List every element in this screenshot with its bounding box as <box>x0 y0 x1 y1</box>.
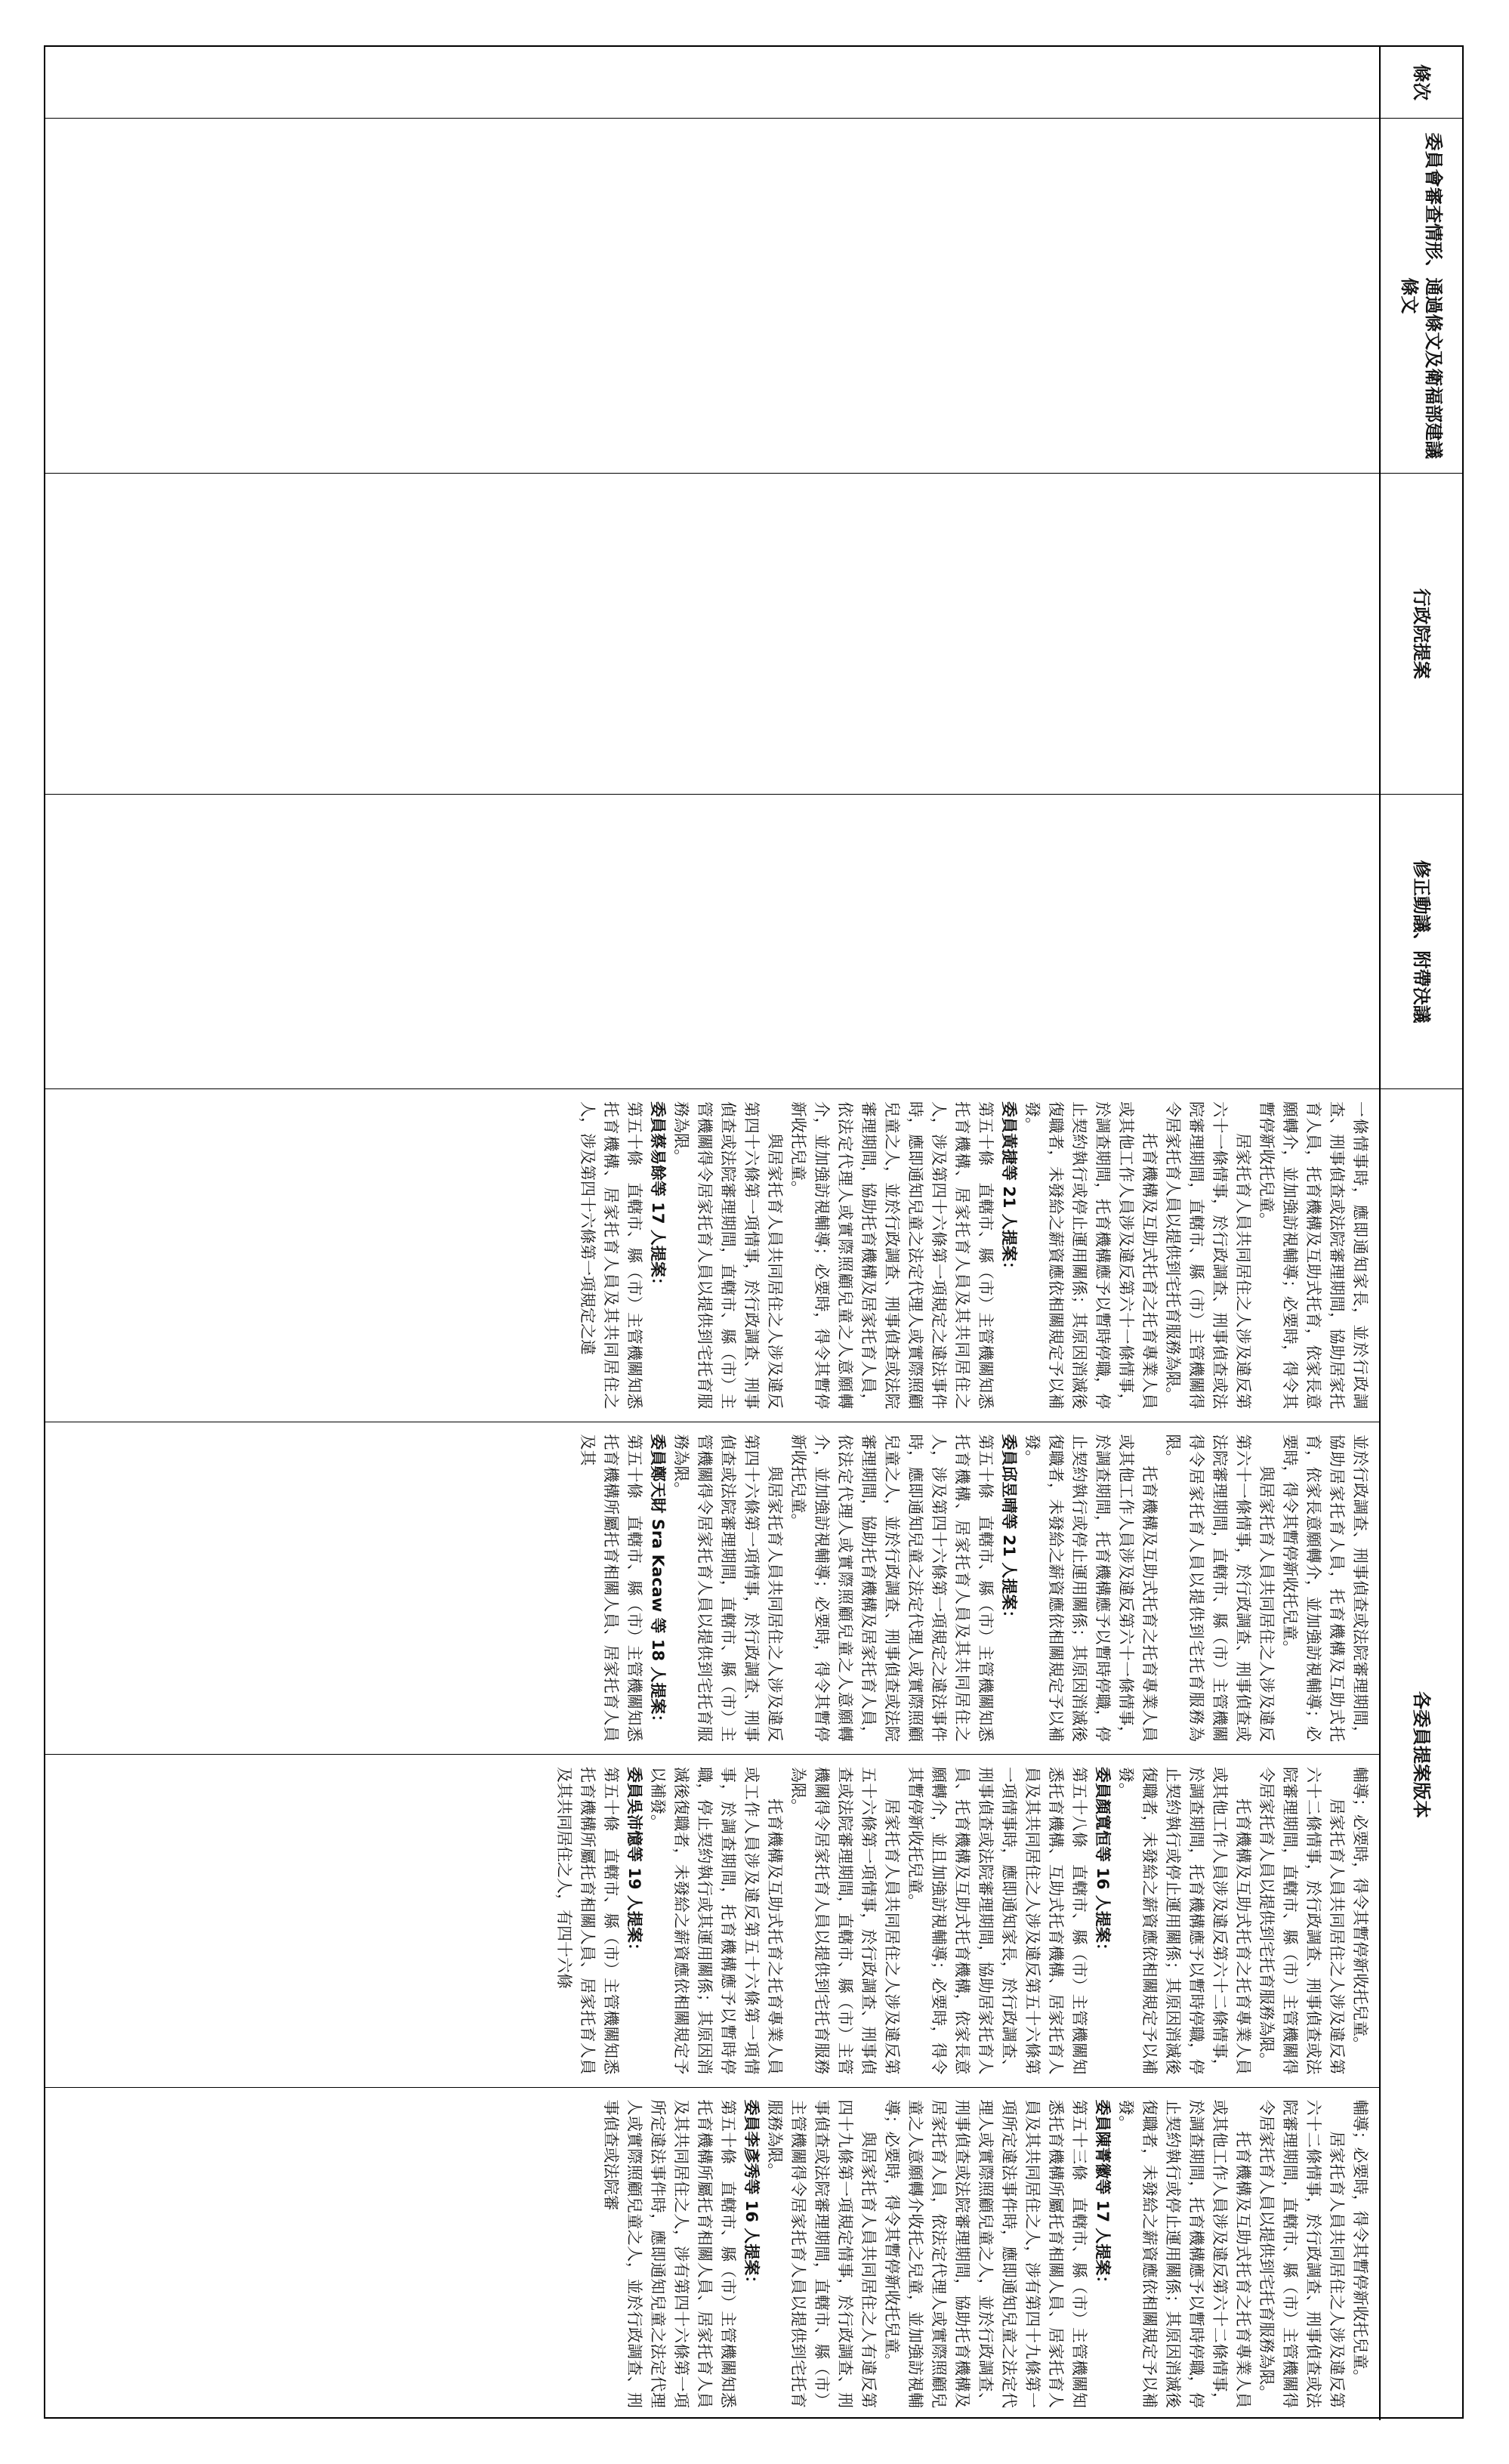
proposal-paragraph: 輔導；必要時，得令其暫停新收托兒童。 <box>1351 2099 1369 2385</box>
proposal-paragraph: 第五十八條 直轄市、縣（市）主管機關知悉托育機構、互助式托育機構、居家托育人員及其共同居住之人涉及違反第五十六條第一項情事時，應即通知家長，於行政調查、刑事偵查或法院審理期間，協助居家托育人員、托育機構及互助式托育機構，依家長意願轉介，並且加強訪視輔導；必要時，得令其暫停新收托兒童。 <box>906 1767 1088 2075</box>
proposal-paragraph: 托育機構及互助式托育之托育專業人員或其他工作人員涉及違反第六十一條情事，於調查期間，托育機構應予以暫時停職，停止契約執行或停止運用關係；其原因消滅後復職者，未發給之薪資應依相關規定予以補發。 <box>1023 1434 1159 1742</box>
comparison-table <box>44 45 1464 2419</box>
proposal-paragraph: 托育機構及互助式托育之托育專業人員或其他工作人員涉及違反第六十一條情事，於調查期間，托育機構應予以暫時停職，停止契約執行或停止運用關係；其原因消滅後復職者，未發給之薪資應依相關規定予以補發。 <box>1023 1101 1159 1410</box>
proposal-paragraph: 第五十條 直轄市、縣（市）主管機關知悉托育機構所屬托育相關人員、居家托育人員及其共同居住之人，有四十六條 <box>555 1767 620 2075</box>
proposal-paragraph: 並於行政調查、刑事偵查或法院審理期間，協助居家托育人員，托育機構及互助式托育，依家長意願轉介，並加強訪視輔導；必要時，得令其暫停新收托兒童。 <box>1281 1434 1369 1742</box>
cell-article <box>45 47 1379 119</box>
proposal-paragraph: 與居家托育人員共同居住之人涉及違反第六十一條情事，於行政調查、刑事偵查或法院審理期間，直轄市、縣（市）主管機關得令居家托育人員以提供到宅托育服務為限。 <box>1164 1434 1276 1742</box>
header-article: 條次 <box>1379 47 1462 119</box>
proposal-paragraph: 第五十條 直轄市、縣（市）主管機關知悉托育機構、居家托育人員及其共同居住之人，涉及第四十六條第一項規定之違 <box>579 1101 643 1410</box>
proposal-heading: 委員陳菁徽等 17 人提案： <box>1094 2099 1112 2292</box>
proposal-column-4 <box>45 2088 1379 2421</box>
proposal-paragraph: 托育機構及互助式托育之托育專業人員或工作人員涉及違反第五十六條第一項情事，於調查期間，托育機構應予以暫時停職，停止契約執行或其運用關係；其原因消滅後復職者，未發給之薪資應依相關規定予以補發。 <box>649 1767 784 2075</box>
proposal-heading: 委員邱昱晴等 21 人提案： <box>1000 1434 1018 1626</box>
proposal-heading: 委員李彥秀等 16 人提案： <box>742 2099 761 2292</box>
header-executive: 行政院提案 <box>1379 474 1462 795</box>
proposal-paragraph: 托育機構及互助式托育之托育專業人員或其他工作人員涉及違反第六十二條情事，於調查期間，托育機構應予以暫時停職，停止契約執行或停止運用關係；其原因消滅後復職者，未發給之薪資應依相關規定予以補發。 <box>1117 2099 1252 2408</box>
proposal-paragraph: 居家托育人員共同居住之人涉及違反第六十一條情事，於行政調查、刑事偵查或法院審理期間，直轄市、縣（市）主管機關得令居家托育人員以提供到宅托育服務為限。 <box>1164 1101 1252 1410</box>
header-amendment: 修正動議、附帶決議 <box>1379 795 1462 1089</box>
proposal-paragraph: 輔導；必要時，得令其暫停新收托兒童。 <box>1351 1767 1369 2052</box>
proposal-paragraph: 居家托育人員共同居住之人涉及違反第六十二條情事，於行政調查、刑事偵查或法院審理期間，直轄市、縣（市）主管機關得令居家托育人員以提供到宅托育服務為限。 <box>1258 1767 1346 2075</box>
cell-executive <box>45 474 1379 795</box>
proposal-column-1 <box>45 1089 1379 1422</box>
header-committee-review: 委員會審查情形、通過條文及衛福部建議條文 <box>1379 119 1462 474</box>
cell-proposals <box>45 1089 1379 2420</box>
proposal-paragraph: 第五十條 直轄市、縣（市）主管機關知悉托育機構所屬托育相關人員、居家托育人員及其共同居住之人，涉有第四十六條第一項所定違法事件時，應即通知兒童之法定代理人或實際照顧兒童之人，並於行政調查、刑事偵查或法院審 <box>602 2099 737 2408</box>
cell-committee-review <box>45 119 1379 474</box>
proposal-paragraph: 第五十條 直轄市、縣（市）主管機關知悉托育機構所屬托育相關人員、居家托育人員及其 <box>579 1434 643 1742</box>
proposal-paragraph: 與居家托育人員共同居住之人有違反第四十九條第一項規定情事，於行政調查、刑事偵查或法院審理期間，直轄市、縣（市）主管機關得令居家托育人員以提供到宅托育服務為限。 <box>766 2099 878 2408</box>
proposal-paragraph: 第五十條 直轄市、縣（市）主管機關知悉托育機構、居家托育人員及其共同居住之人，涉及第四十六條第一項規定之違法事件時，應即通知兒童之法定代理人或實際照顧兒童之人，並於行政調查、刑事偵查或法院審理期間，協助托育機構及居家托育人員，依法定代理人或實際照顧兒童之人意願轉介，並加強訪視輔導；必要時，得令其暫停新收托兒童。 <box>789 1101 995 1410</box>
cell-amendment <box>45 795 1379 1089</box>
proposal-paragraph: 一條情事時，應即通知家長，並於行政調查、刑事偵查或法院審理期間，協助居家托育人員，托育機構及互助式托育，依家長意願轉介，並加強訪視輔導；必要時，得令其暫停新收托兒童。 <box>1258 1101 1369 1410</box>
proposal-heading: 委員吳沛憶等 19 人提案： <box>625 1767 643 1959</box>
proposal-paragraph: 托育機構及互助式托育之托育專業人員或其他工作人員涉及違反第六十二條情事，於調查期間，托育機構應予以暫時停職，停止契約執行或停止運用關係；其原因消滅後復職者，未發給之薪資應依相關規定予以補發。 <box>1117 1767 1252 2075</box>
proposal-column-3 <box>45 1755 1379 2088</box>
proposal-paragraph: 居家托育人員共同居住之人涉及違反第六十二條情事，於行政調查、刑事偵查或法院審理期間，直轄市、縣（市）主管機關得令居家托育人員以提供到宅托育服務為限。 <box>1258 2099 1346 2408</box>
proposal-heading: 委員蔡易餘等 17 人提案： <box>649 1101 667 1293</box>
proposal-heading: 委員黃捷等 21 人提案： <box>1000 1101 1018 1277</box>
proposal-paragraph: 第五十三條 直轄市、縣（市）主管機關知悉托育機構所屬托育相關人員、居家托育人員及其共同居住之人，涉有第四十九條第一項所定違法事件時，應即通知兒童之法定代理人或實際照顧兒童之人，並於行政調查、刑事偵查或法院審理期間，協助托育機構及居家托育人員，依法定代理人或實際照顧兒童之人意願轉介收托之兒童，並加強訪視輔導；必要時，得令其暫停新收托兒童。 <box>883 2099 1088 2408</box>
proposal-heading: 委員鄭天財 Sra Kacaw 等 18 人提案： <box>649 1434 667 1731</box>
proposal-paragraph: 居家托育人員共同居住之人涉及違反第五十六條第一項情事，於行政調查、刑事偵查或法院審理期間，直轄市、縣（市）主管機關得令居家托育人員以提供到宅托育服務為限。 <box>789 1767 901 2075</box>
proposal-column-2 <box>45 1422 1379 1755</box>
header-proposals: 各委員提案版本 <box>1379 1089 1462 2420</box>
proposal-heading: 委員顏寬恒等 16 人提案： <box>1094 1767 1112 1959</box>
proposal-paragraph: 與居家托育人員共同居住之人涉及違反第四十六條第一項情事，於行政調查、刑事偵查或法院審理期間，直轄市、縣（市）主管機關得令居家托育人員以提供到宅托育服務為限。 <box>672 1434 784 1742</box>
proposal-paragraph: 第五十條 直轄市、縣（市）主管機關知悉托育機構、居家托育人員及其共同居住之人，涉及第四十六條第一項規定之違法事件時，應即通知兒童之法定代理人或實際照顧兒童之人，並於行政調查、刑事偵查或法院審理期間，協助托育機構及居家托育人員，依法定代理人或實際照顧兒童之人意願轉介，並加強訪視輔導；必要時，得令其暫停新收托兒童。 <box>789 1434 995 1742</box>
proposal-paragraph: 與居家托育人員共同居住之人涉及違反第四十六條第一項情事，於行政調查、刑事偵查或法院審理期間，直轄市、縣（市）主管機關得令居家托育人員以提供到宅托育服務為限。 <box>672 1101 784 1410</box>
